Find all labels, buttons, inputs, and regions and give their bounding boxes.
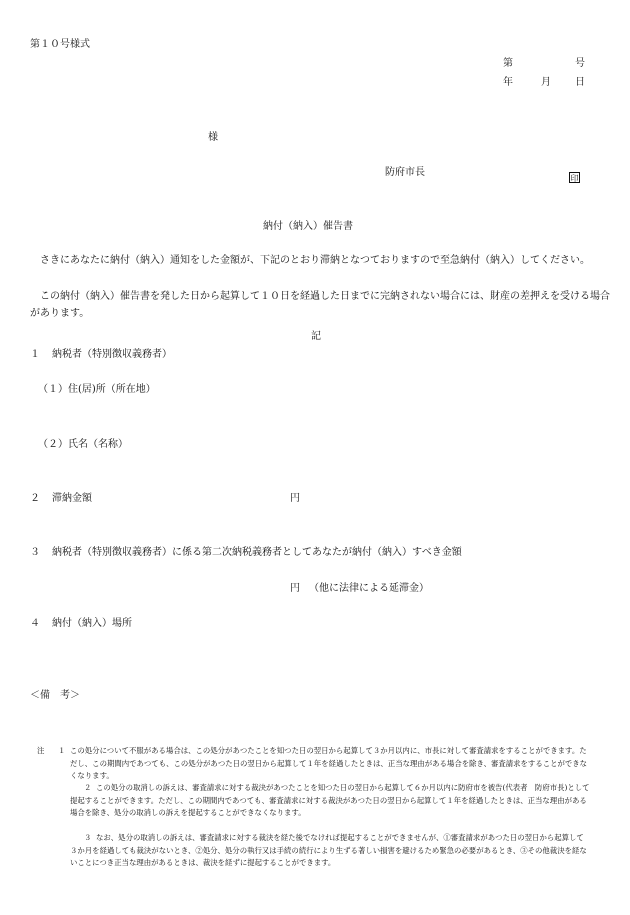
issuer-name: 防府市長: [385, 167, 425, 178]
item-4-label: 納付（納入）場所: [52, 618, 132, 629]
addressee-suffix: 様: [208, 132, 218, 143]
item-1-number: １: [30, 349, 40, 360]
item-2-number: ２: [30, 493, 40, 504]
body-paragraph-1: さきにあなたに納付（納入）通知をした金額が、下記のとおり滞納となつておりますので至急納付（納入）してください。: [40, 255, 590, 266]
item-3-label: 納税者（特別徴収義務者）に係る第二次納税義務者としてあなたが納付（納入）すべき金額: [52, 547, 462, 558]
remarks-heading: ＜備 考＞: [30, 690, 80, 701]
item-1-label: 納税者（特別徴収義務者）: [52, 349, 172, 360]
note-2-text: この処分の取消しの訴えは、審査請求に対する裁決があつたことを知つた日の翌日から起算して６か月以内に防府市を被告(代表者 防府市長)として提起することができます。ただし、この期間内であつても、審査請求に対する裁決があつた日の翌日から起算して１年を経過したときは、正当な理由がある場合を除き、処分の取消しの訴えを提起することができなくなります。: [70, 783, 590, 817]
date-year: 年: [503, 77, 513, 88]
item-4-number: ４: [30, 618, 40, 629]
date-month: 月: [541, 77, 551, 88]
body-paragraph-2: この納付（納入）催告書を発した日から起算して１０日を経過した日までに完納されない場合には、財産の差押えを受ける場合があります。: [30, 291, 610, 319]
item-1-name-label: （２）氏名（名称）: [38, 439, 128, 450]
ki-heading: 記: [311, 331, 321, 342]
item-3-unit: 円: [290, 583, 300, 594]
document-title: 納付（納入）催告書: [263, 221, 353, 232]
seal-mark: [569, 166, 580, 185]
note-2-number: ２: [84, 783, 92, 792]
doc-number-suffix: 号: [575, 58, 585, 69]
item-3-number: ３: [30, 547, 40, 558]
item-2-label: 滞納金額: [52, 493, 92, 504]
seal-glyph: 印: [570, 174, 579, 183]
note-3-text: なお、処分の取消しの訴えは、審査請求に対する裁決を経た後でなければ提起することができませんが、①審査請求があつた日の翌日から起算して３か月を経過しても裁決がないとき、②処分、処分の執行又は手続の続行により生ずる著しい損害を避けるため緊急の必要があるとき、③その他裁決を経ないことにつき正当な理由があるときは、裁決を経ずに提起することができます。: [70, 833, 587, 867]
date-day: 日: [575, 77, 585, 88]
doc-number-prefix: 第: [503, 58, 513, 69]
notes-prefix: 注: [37, 746, 45, 755]
item-2-unit: 円: [290, 493, 300, 504]
item-3-note: （他に法律による延滞金）: [309, 583, 429, 594]
form-number: 第１０号様式: [30, 39, 90, 50]
note-1-text: この処分について不服がある場合は、この処分があつたことを知つた日の翌日から起算して３か月以内に、市長に対して審査請求をすることができます。ただし、この期間内であつても、この処分があつた日の翌日から起算して１年を経過したときは、正当な理由がある場合を除き、審査請求をすることができなくなります。: [70, 746, 588, 780]
item-1-address-label: （１）住(居)所（所在地）: [38, 384, 156, 395]
note-3-number: ３: [84, 833, 92, 842]
note-1-number: １: [58, 746, 66, 755]
